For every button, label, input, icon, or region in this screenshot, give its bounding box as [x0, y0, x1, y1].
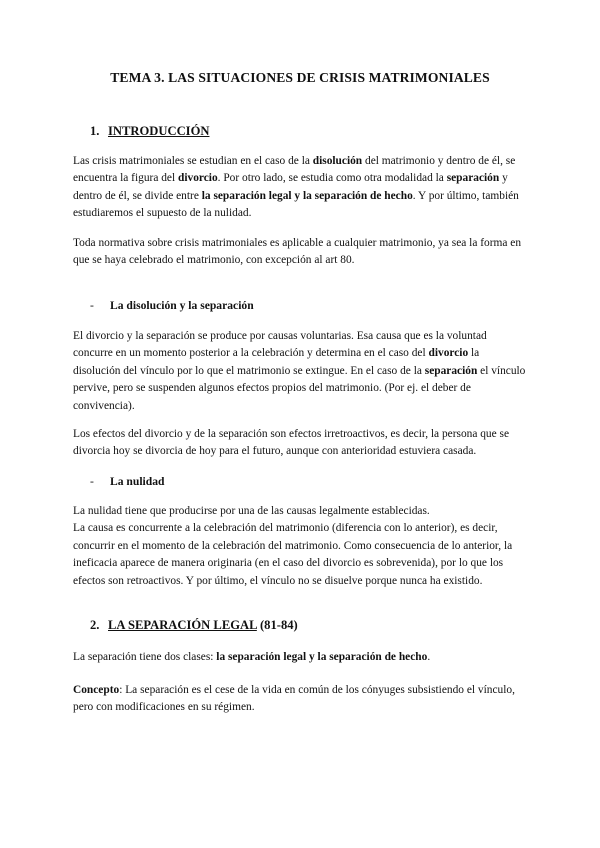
bold-term: la separación legal y la separación de hecho — [216, 651, 428, 663]
text-run: el vínculo pervive, pero se suspenden algunos efectos propios del matrimonio. (Por ej. el deber de convivencia). — [73, 364, 526, 412]
section-suffix: (81-84) — [256, 618, 298, 632]
text-run: y dentro de él, se divide entre — [73, 172, 508, 202]
bold-term: disolución — [312, 155, 363, 167]
text-run: del matrimonio y dentro de él, se encuentra la figura del — [73, 155, 516, 185]
subsection-heading-nulidad — [90, 475, 164, 488]
bullet-dash: - — [90, 299, 94, 312]
subsection-heading-disolucion — [90, 299, 254, 312]
bullet-dash: - — [90, 475, 94, 488]
nulidad-paragraph — [73, 503, 528, 590]
text-run: . — [427, 651, 431, 663]
text-run: La separación tiene dos clases: — [73, 651, 217, 663]
section-heading-separacion-legal — [90, 618, 298, 633]
text-run: Las crisis matrimoniales se estudian en el caso de la — [73, 155, 313, 167]
section-label: INTRODUCCIÓN — [108, 124, 210, 138]
separacion-paragraph-1 — [73, 649, 528, 666]
section-label: LA SEPARACIÓN LEGAL — [108, 618, 257, 632]
subsection-label: La disolución y la separación — [110, 299, 254, 312]
text-run: : La separación es el cese de la vida en común de los cónyuges subsistiendo el vínculo, pero con modificaciones en su régimen. — [73, 684, 515, 714]
text-run: La nulidad tiene que producirse por una de las causas legalmente establecidas. — [73, 505, 430, 517]
text-run: la disolución del vínculo por lo que el matrimonio se extingue. En el caso de la — [73, 347, 480, 377]
separacion-paragraph-2 — [73, 682, 528, 717]
bold-term: divorcio — [178, 172, 218, 185]
section-heading-introduccion — [90, 124, 209, 139]
section-number: 1. — [90, 124, 100, 138]
bold-term: divorcio — [428, 347, 469, 360]
text-run: La causa es concurrente a la celebración del matrimonio (diferencia con lo anterior), es decir, concurrir en el momento de la celebración del matrimonio. Como consecuencia de lo anterior, la ineficacia aparece de manera originaria (en el caso del divorcio es sobrevenida), por lo que los efectos son retroactivos. Y por último, el vínculo no se disuelve porque nunca ha existido. — [73, 522, 513, 587]
text-run: . Y por último, también estudiaremos el supuesto de la nulidad. — [73, 189, 519, 220]
intro-paragraph-2: Toda normativa sobre crisis matrimoniales es aplicable a cualquier matrimonio, ya sea la forma en que se haya celebrado el matrimonio, con excepción al art 80. — [73, 237, 522, 267]
document-title: TEMA 3. LAS SITUACIONES DE CRISIS MATRIMONIALES — [110, 70, 490, 85]
section-number: 2. — [90, 618, 100, 632]
disolucion-paragraph-1 — [73, 328, 528, 415]
intro-paragraph-1 — [73, 153, 528, 223]
bold-term: Concepto — [73, 684, 120, 696]
disolucion-paragraph-2: Los efectos del divorcio y de la separación son efectos irretroactivos, es decir, la persona que se divorcia hoy se divorcia de hoy para el futuro, aunque con anterioridad estuviera casada. — [73, 428, 510, 458]
subsection-label: La nulidad — [110, 475, 165, 488]
bold-term: separación — [424, 364, 478, 377]
bold-term: la separación legal y la separación de hecho — [201, 189, 413, 202]
text-run: . Por otro lado, se estudia como otra modalidad la — [217, 172, 447, 185]
bold-term: separación — [446, 172, 500, 185]
text-run: El divorcio y la separación se produce por causas voluntarias. Esa causa que es la voluntad concurre en un momento posterior a la celebración y determina en el caso del — [73, 330, 487, 360]
